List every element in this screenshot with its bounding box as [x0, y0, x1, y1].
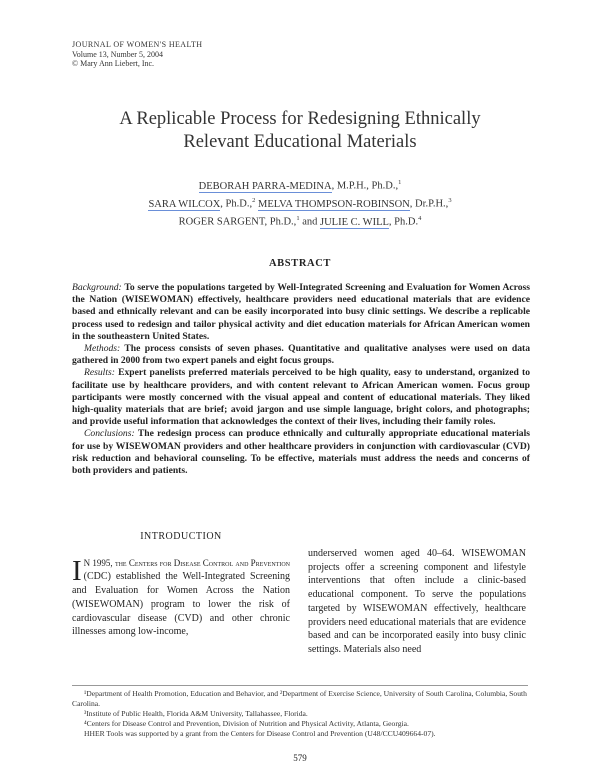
author-name: ROGER SARGENT — [178, 216, 265, 228]
intro-paragraph — [72, 554, 290, 639]
author-conjunction: and — [299, 216, 320, 228]
abstract-background — [72, 282, 530, 343]
footnote-divider — [72, 685, 528, 686]
author-degree: , Ph.D. — [388, 216, 419, 228]
author-link[interactable]: MELVA THOMPSON-ROBINSON — [257, 198, 410, 210]
article-title-line2: Relevant Educational Materials — [183, 132, 417, 152]
author-line-3 — [0, 212, 600, 230]
author-link[interactable]: SARA WILCOX — [148, 198, 221, 210]
intro-lead-smallcaps: the Centers for Disease Control and Prevention — [114, 557, 290, 568]
abstract-body — [72, 282, 530, 477]
abstract-results — [72, 367, 530, 428]
author-link[interactable]: JULIE C. WILL — [319, 216, 389, 228]
article-title — [0, 108, 600, 154]
footnotes — [72, 689, 528, 739]
body-column-right — [308, 547, 526, 657]
author-affiliation: 1 — [398, 179, 402, 186]
journal-name: JOURNAL OF WOMEN'S HEALTH — [72, 40, 203, 49]
journal-header — [72, 40, 202, 69]
author-degree: , Dr.P.H., — [409, 198, 449, 210]
section-label: Results: — [84, 367, 115, 379]
abstract-heading: ABSTRACT — [269, 258, 331, 269]
author-affiliation: 2 — [252, 197, 256, 204]
section-text: Expert panelists preferred materials perceived to be high quality, easy to understand, organized to facilitate use by healthcare providers, and with content relevant to African American women. Focus group participants were mostly concerned with the visual appeal and content of educational materials. They liked high-quality materials that are brief; avoid jargon and use simple language, bright colors, and photographs; and provide useful information that acknowledges the context of their lives, including their family roles. — [72, 367, 530, 428]
author-link[interactable]: DEBORAH PARRA-MEDINA — [198, 180, 332, 192]
footnote: ⁴Centers for Disease Control and Prevention, Division of Nutrition and Physical Activity, Atlanta, Georgia. — [84, 719, 409, 728]
journal-publisher: © Mary Ann Liebert, Inc. — [72, 59, 155, 68]
author-affiliation: 3 — [448, 197, 452, 204]
intro-text-right: underserved women aged 40–64. WISEWOMAN projects offer a screening component and lifestyle interventions that often include a clinic-based educational component. To serve the populations targeted by WISEWOMAN effectively, healthcare providers need educational materials that are evidence based and can be incorporated easily into busy clinic settings. Materials also need — [308, 548, 526, 655]
section-text: To serve the populations targeted by Well-Integrated Screening and Evaluation for Women Across the Nation (WISEWOMAN) effectively, healthcare providers need educational materials that are evidence based and ethnically relevant and can be easily incorporated into busy clinic settings. We describe a replicable process used to redesign and tailor physical activity and diet education materials for African American women in the southeastern United States. — [72, 282, 530, 342]
footnote: ¹Department of Health Promotion, Education and Behavior, and ²Department of Exercise Science, University of South Carolina, Columbia, South Carolina. — [72, 689, 527, 708]
drop-cap: I — [72, 554, 82, 587]
journal-volume: Volume 13, Number 5, 2004 — [72, 49, 163, 59]
body-column-left — [72, 530, 290, 639]
author-line-2 — [0, 194, 600, 212]
author-affiliation: 1 — [296, 215, 300, 222]
abstract-methods — [72, 343, 530, 367]
page-number: 579 — [293, 753, 307, 763]
section-text: The redesign process can produce ethnically and culturally appropriate educational materials for use by WISEWOMAN providers and other healthcare providers in conjunction with cardiovascular (CVD) risk reduction and behavioral counseling. To be effective, materials must address the needs and concerns of both providers and patients. — [72, 428, 530, 477]
introduction-heading: INTRODUCTION — [140, 531, 222, 542]
section-label: Methods: — [84, 343, 121, 355]
author-affiliation: 4 — [418, 215, 422, 222]
author-degree: , Ph.D., — [264, 216, 297, 228]
article-title-line1: A Replicable Process for Redesigning Ethnically — [119, 109, 481, 129]
footnote: HHER Tools was supported by a grant from the Centers for Disease Control and Prevention (U48/CCU409664-07). — [84, 729, 436, 738]
section-label: Conclusions: — [84, 428, 135, 440]
abstract-conclusions — [72, 428, 530, 477]
author-degree: , M.P.H., Ph.D., — [331, 180, 399, 192]
section-label: Background: — [72, 282, 122, 293]
intro-lead: N 1995, — [83, 557, 115, 568]
intro-text-left: (CDC) established the Well-Integrated Screening and Evaluation for Women Across the Nation (WISEWOMAN) program to lower the risk of cardiovascular disease (CVD) and other chronic illnesses among low-income, — [72, 571, 290, 638]
footnote: ³Institute of Public Health, Florida A&M University, Tallahassee, Florida. — [84, 709, 308, 718]
author-degree: , Ph.D., — [220, 198, 253, 210]
section-text: The process consists of seven phases. Quantitative and qualitative analyses were used on data gathered in 2000 from two expert panels and eight focus groups. — [72, 343, 530, 367]
author-list — [0, 176, 600, 230]
author-line-1 — [0, 176, 600, 194]
